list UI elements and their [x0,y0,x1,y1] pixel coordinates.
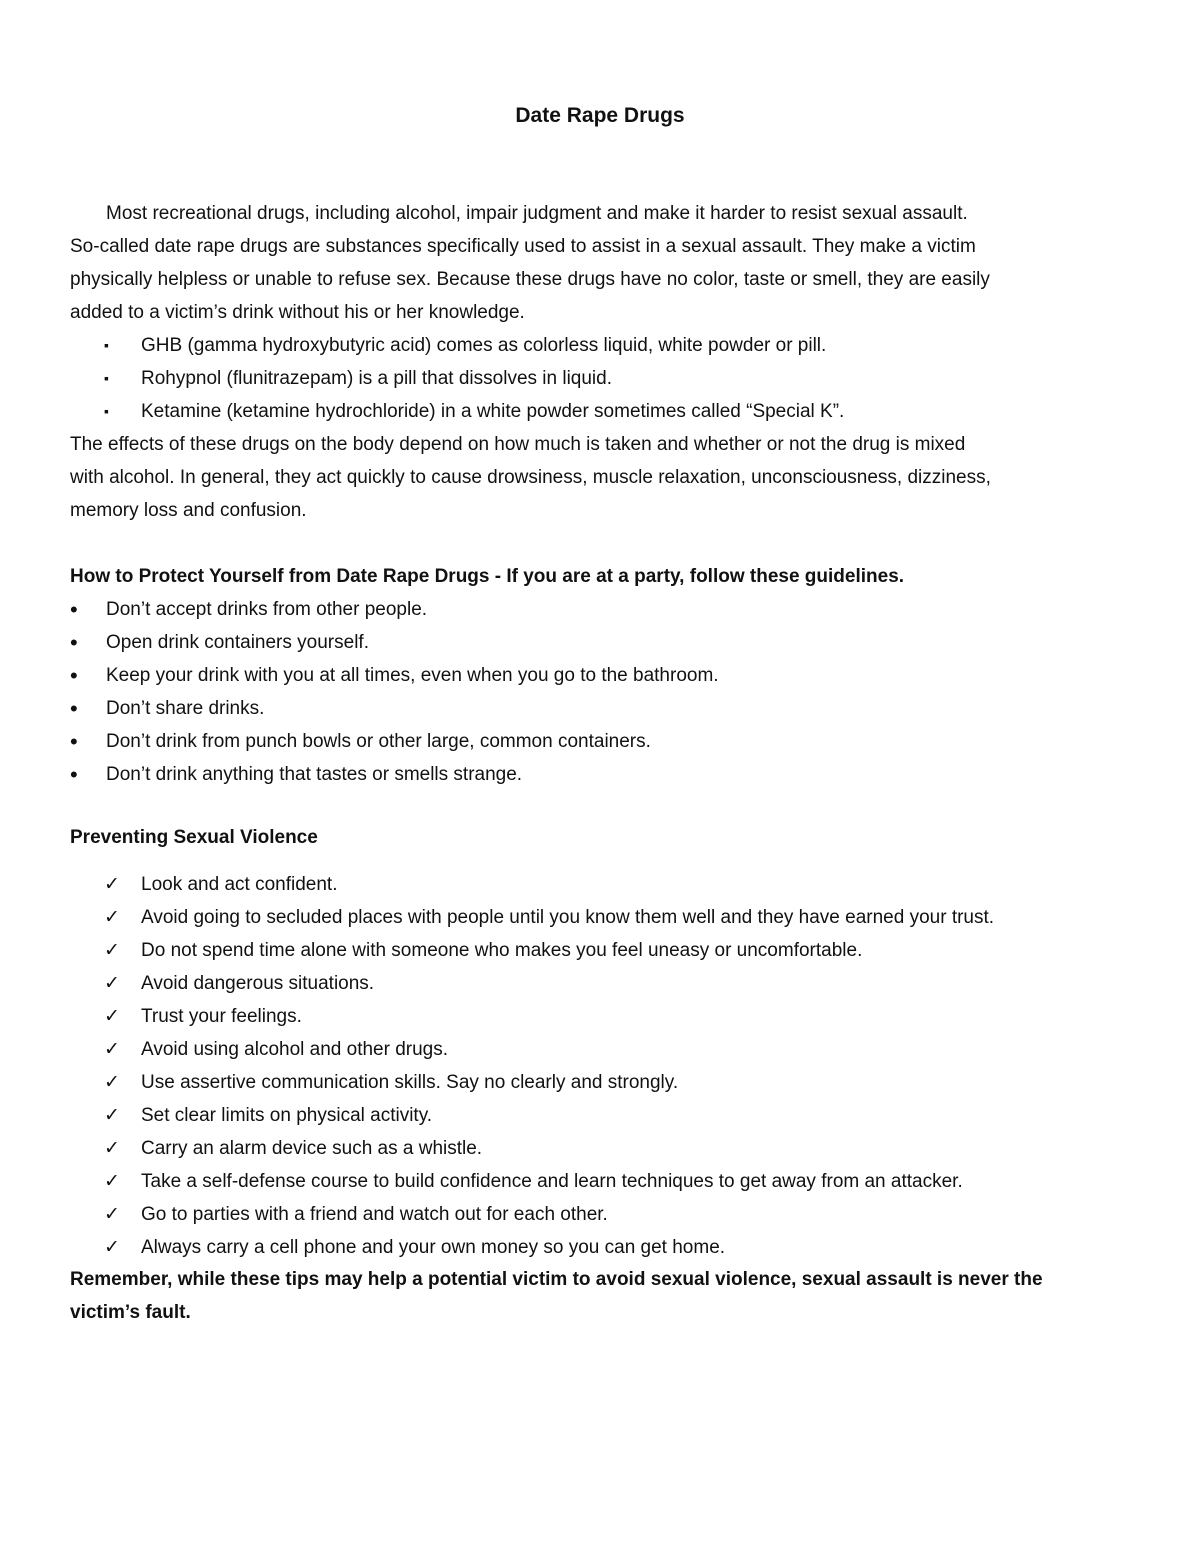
prevent-checklist [70,868,1140,1264]
list-item [70,1198,1140,1231]
effects-line: with alcohol. In general, they act quickly to cause drowsiness, muscle relaxation, unconsciousness, dizziness, [70,467,991,488]
check-mark-icon: ✓ [104,1006,120,1027]
drug-list [70,329,1140,428]
protect-list [70,593,1140,791]
round-bullet-icon: • [70,729,78,754]
prevent-heading: Preventing Sexual Violence [70,827,318,848]
list-item-text: Don’t drink anything that tastes or smells strange. [106,764,523,785]
intro-line: So-called date rape drugs are substances specifically used to assist in a sexual assault. They make a victim [70,236,976,257]
list-item-text: Use assertive communication skills. Say no clearly and strongly. [141,1072,679,1093]
list-item [70,868,1140,901]
list-item [70,758,1140,791]
check-mark-icon: ✓ [104,940,120,961]
list-item-text: Don’t share drinks. [106,698,265,719]
check-mark-icon: ✓ [104,1105,120,1126]
list-item [70,725,1140,758]
list-item [70,692,1140,725]
list-item [70,1000,1140,1033]
small-square-bullet-icon: ▪ [104,370,109,386]
intro-paragraph [70,197,1140,329]
list-item-text: Always carry a cell phone and your own money so you can get home. [141,1237,726,1258]
list-item [70,362,1140,395]
list-item [70,1132,1140,1165]
intro-line: physically helpless or unable to refuse sex. Because these drugs have no color, taste or smell, they are easily [70,269,990,290]
check-mark-icon: ✓ [104,1072,120,1093]
effects-line: memory loss and confusion. [70,500,307,521]
protect-heading: How to Protect Yourself from Date Rape Drugs - If you are at a party, follow these guidelines. [70,566,905,587]
list-item [70,967,1140,1000]
list-item-text: Ketamine (ketamine hydrochloride) in a white powder sometimes called “Special K”. [141,401,845,422]
check-mark-icon: ✓ [104,1171,120,1192]
check-mark-icon: ✓ [104,874,120,895]
list-item-text: Keep your drink with you at all times, even when you go to the bathroom. [106,665,719,686]
list-item-text: Open drink containers yourself. [106,632,369,653]
check-mark-icon: ✓ [104,1138,120,1159]
list-item-text: Trust your feelings. [141,1006,302,1027]
check-mark-icon: ✓ [104,907,120,928]
list-item [70,659,1140,692]
remember-note [70,1263,1140,1329]
check-mark-icon: ✓ [104,1237,120,1258]
list-item [70,395,1140,428]
round-bullet-icon: • [70,630,78,655]
list-item-text: Avoid dangerous situations. [141,973,375,994]
intro-line: Most recreational drugs, including alcohol, impair judgment and make it harder to resist sexual assault. [106,203,968,224]
round-bullet-icon: • [70,696,78,721]
effects-line: The effects of these drugs on the body depend on how much is taken and whether or not the drug is mixed [70,434,966,455]
list-item-text: Do not spend time alone with someone who makes you feel uneasy or uncomfortable. [141,940,863,961]
list-item-text: Go to parties with a friend and watch out for each other. [141,1204,608,1225]
list-item-text: GHB (gamma hydroxybutyric acid) comes as colorless liquid, white powder or pill. [141,335,827,356]
list-item [70,934,1140,967]
list-item-text: Set clear limits on physical activity. [141,1105,433,1126]
document-title: Date Rape Drugs [515,104,685,127]
list-item [70,593,1140,626]
list-item [70,901,1140,934]
list-item-text: Don’t drink from punch bowls or other large, common containers. [106,731,651,752]
intro-line: added to a victim’s drink without his or her knowledge. [70,302,525,323]
round-bullet-icon: • [70,762,78,787]
round-bullet-icon: • [70,663,78,688]
list-item-text: Rohypnol (flunitrazepam) is a pill that dissolves in liquid. [141,368,613,389]
list-item-text: Take a self-defense course to build confidence and learn techniques to get away from an attacker. [141,1171,963,1192]
check-mark-icon: ✓ [104,973,120,994]
check-mark-icon: ✓ [104,1039,120,1060]
list-item [70,1231,1140,1264]
list-item [70,1033,1140,1066]
list-item-text: Avoid going to secluded places with people until you know them well and they have earned your trust. [141,907,995,928]
list-item-text: Carry an alarm device such as a whistle. [141,1138,483,1159]
list-item-text: Look and act confident. [141,874,338,895]
check-mark-icon: ✓ [104,1204,120,1225]
remember-line: victim’s fault. [70,1302,191,1323]
remember-line: Remember, while these tips may help a potential victim to avoid sexual violence, sexual assault is never the [70,1269,1043,1290]
effects-paragraph [70,428,1140,527]
list-item [70,1165,1140,1198]
list-item [70,1066,1140,1099]
list-item [70,626,1140,659]
small-square-bullet-icon: ▪ [104,403,109,419]
small-square-bullet-icon: ▪ [104,337,109,353]
list-item-text: Avoid using alcohol and other drugs. [141,1039,449,1060]
list-item [70,1099,1140,1132]
round-bullet-icon: • [70,597,78,622]
list-item [70,329,1140,362]
list-item-text: Don’t accept drinks from other people. [106,599,428,620]
